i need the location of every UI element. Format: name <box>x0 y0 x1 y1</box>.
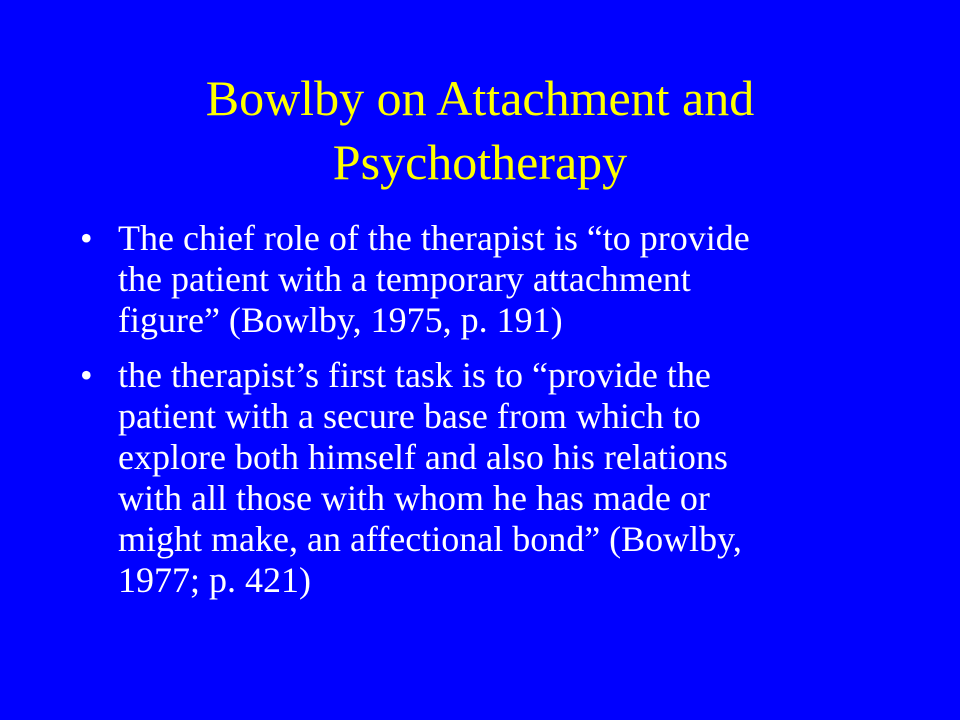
slide-title <box>0 66 960 194</box>
bullet-2-line-2: patient with a secure base from which to <box>118 396 701 436</box>
bullet-2-line-5: might make, an affectional bond” (Bowlby, <box>118 519 742 559</box>
bullet-2-line-6: 1977; p. 421) <box>118 560 311 600</box>
title-line-2: Psychotherapy <box>332 134 628 190</box>
bullet-2-line-1: the therapist’s first task is to “provide the <box>118 355 711 395</box>
bullet-item-1 <box>80 218 900 341</box>
bullet-1-line-2: the patient with a temporary attachment <box>118 259 691 299</box>
bullet-marker: • <box>80 218 93 258</box>
title-line-1: Bowlby on Attachment and <box>205 70 755 126</box>
bullet-text <box>118 218 900 341</box>
bullet-text <box>118 355 900 601</box>
bullet-2-line-4: with all those with whom he has made or <box>118 478 710 518</box>
bullet-1-line-1: The chief role of the therapist is “to provide <box>118 218 750 258</box>
bullet-2-line-3: explore both himself and also his relations <box>118 437 728 477</box>
bullet-marker: • <box>80 355 93 395</box>
bullet-list <box>80 218 900 615</box>
bullet-1-line-3: figure” (Bowlby, 1975, p. 191) <box>118 300 563 340</box>
bullet-item-2 <box>80 355 900 601</box>
